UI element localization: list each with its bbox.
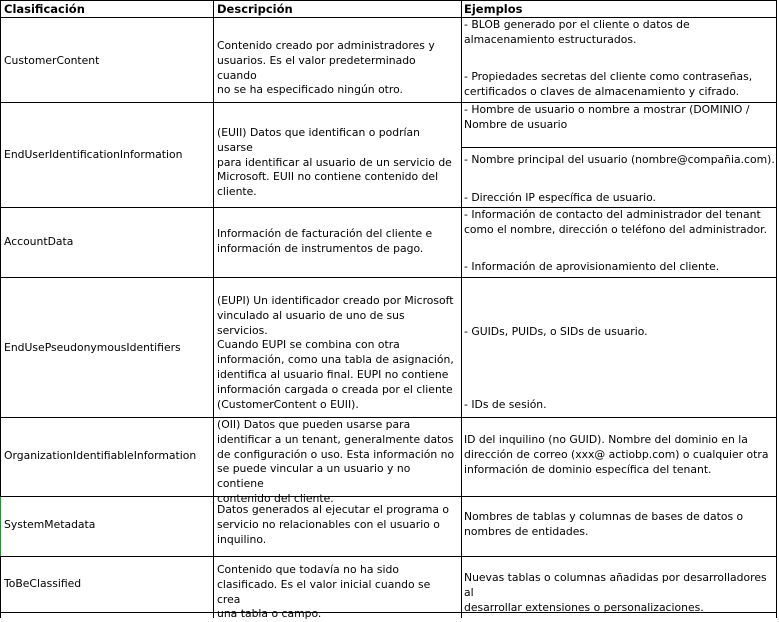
classification-cell: AccountData — [4, 235, 74, 248]
cell-border — [461, 147, 776, 148]
classification-cell: EndUserIdentificationInformation — [4, 148, 183, 161]
example-item: - Hombre de usuario o nombre a mostrar (DOMINIO / Nombre de usuario — [464, 103, 750, 131]
example-item: - Información de contacto del administrador del tenant como el nombre, dirección o teléfono del administrador. — [464, 208, 768, 236]
row-border — [0, 556, 776, 557]
example-item: - Dirección IP específica de usuario. — [464, 191, 656, 204]
row-border — [0, 277, 776, 278]
example-item: - IDs de sesión. — [464, 398, 547, 411]
classification-cell: EndUsePseudonymousIdentifiers — [4, 341, 181, 354]
row-border — [0, 0, 776, 1]
example-item: - Propiedades secretas del cliente como contraseñas, certificados o claves de almacenamiento y cifrado. — [464, 70, 753, 98]
description-cell: (EUII) Datos que identifican o podrían usarse para identificar al usuario de un servicio de Microsoft. EUII no contiene contenido del cliente. — [217, 126, 452, 199]
header-classification: Clasificación — [4, 2, 85, 16]
classification-cell: CustomerContent — [4, 54, 100, 67]
example-item: ID del inquilino (no GUID). Nombre del dominio en la dirección de correo (xxx@ actiobp.com) o cualquier otra información de dominio específica del tenant. — [464, 433, 769, 476]
classification-cell: OrganizationIdentifiableInformation — [4, 449, 197, 462]
column-border — [776, 0, 777, 618]
description-cell: Datos generados al ejecutar el programa o servicio no relacionables con el usuario o inquilino. — [217, 503, 450, 546]
description-cell: Contenido que todavía no ha sido clasificado. Es el valor inicial cuando se crea una tabla o campo. — [217, 563, 431, 621]
description-cell: Contenido creado por administradores y usuarios. Es el valor predeterminado cuando no se ha especificado ningún otro. — [217, 39, 435, 97]
description-cell: (EUPI) Un identificador creado por Microsoft vinculado al usuario de uno de sus servicios. Cuando EUPI se combina con otra información, como una tabla de asignación, identifica al usuario final. EUPI no contiene información cargada o creada por el cliente (CustomerContent o EUII). — [217, 294, 454, 411]
header-examples: Ejemplos — [464, 2, 523, 16]
example-item: - GUIDs, PUIDs, o SIDs de usuario. — [464, 325, 648, 338]
description-cell: (OII) Datos que pueden usarse para identificar a un tenant, generalmente datos de configuración o uso. Esta información no se puede vincular a un usuario y no contiene contenido del cliente. — [217, 418, 455, 505]
example-item: - Información de aprovisionamiento del cliente. — [464, 260, 720, 273]
example-item: Nombres de tablas y columnas de bases de datos o nombres de entidades. — [464, 510, 744, 538]
example-item: - Nombre principal del usuario (nombre@compañia.com). — [464, 153, 775, 166]
column-border — [213, 0, 214, 618]
example-item: - BLOB generado por el cliente o datos de almacenamiento estructurados. — [464, 18, 690, 46]
column-border — [461, 0, 462, 618]
example-item: Nuevas tablas o columnas añadidas por desarrolladores al desarrollar extensiones o personalizaciones. — [464, 571, 767, 614]
classification-cell: ToBeClassified — [4, 577, 82, 590]
selection-edge — [0, 497, 1, 556]
header-description: Descripción — [217, 2, 293, 16]
classification-cell: SystemMetadata — [4, 518, 96, 531]
description-cell: Información de facturación del cliente e información de instrumentos de pago. — [217, 227, 433, 255]
